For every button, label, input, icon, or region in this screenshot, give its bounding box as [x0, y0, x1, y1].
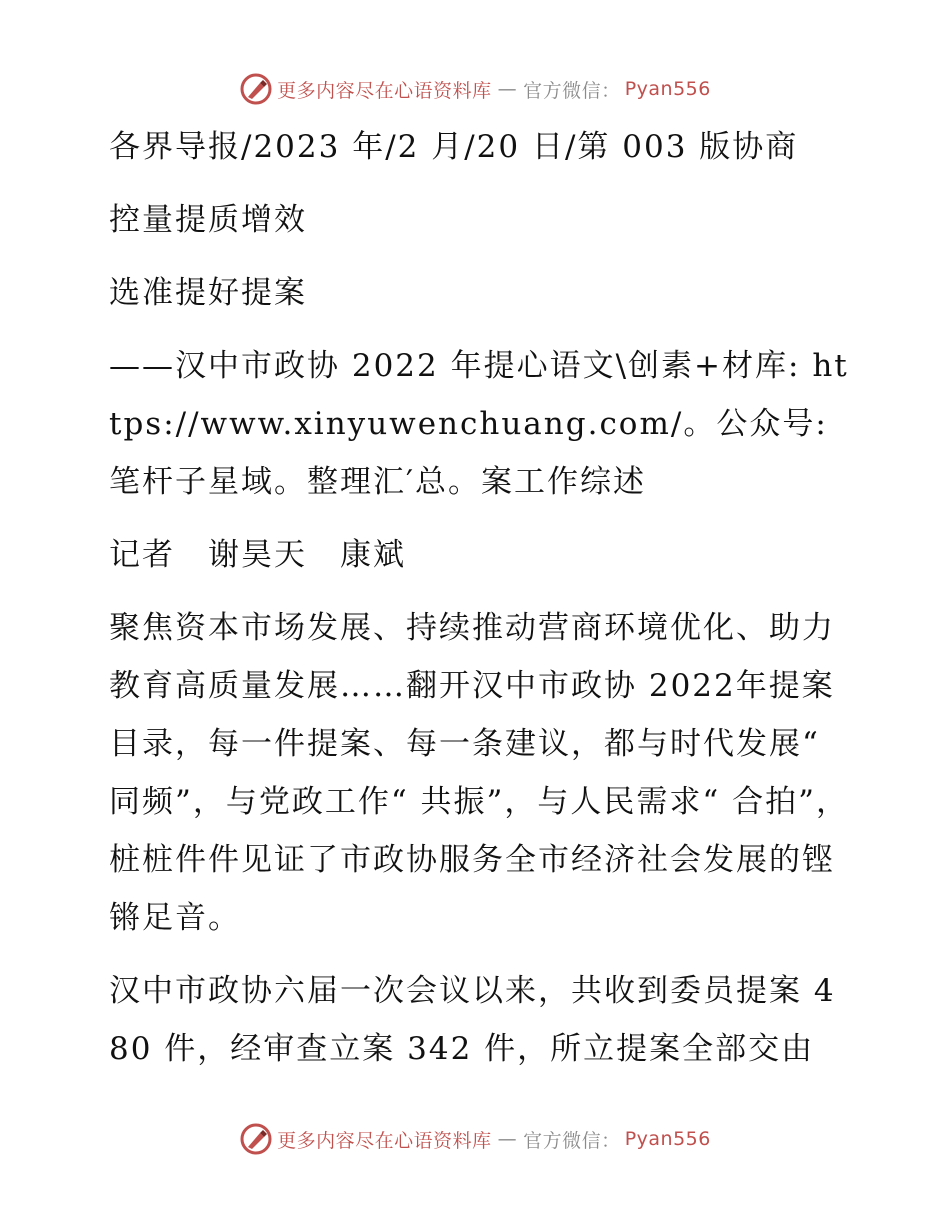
watermark-wechat-label: 官方微信： [523, 1129, 621, 1152]
watermark-dash: — [497, 78, 518, 100]
watermark-footer [0, 1122, 950, 1156]
byline: 记者 谢昊天 康斌 [109, 537, 406, 573]
watermark-text: 更多内容尽在心语资料库 [277, 1129, 492, 1152]
watermark-wechat-id: Pyan556 [624, 1128, 711, 1150]
header-line: 各界导报/2023 年/2 月/20 日/第 003 版协商 [109, 129, 799, 165]
pen-logo-icon [239, 72, 273, 106]
watermark-dash: — [497, 1128, 518, 1150]
title-line-1: 控量提质增效 [109, 202, 307, 238]
watermark-text: 更多内容尽在心语资料库 [277, 79, 492, 102]
subtitle: ——汉中市政协 2022 年提心语文\创素+材库: https://www.xinyuwenchuang.com/。公众号: 笔杆子星域。整理汇′总。案工作综述 [109, 348, 849, 500]
title-line-2: 选准提好提案 [109, 275, 307, 311]
pen-logo-icon [239, 1122, 273, 1156]
document-body [97, 118, 857, 1093]
watermark-wechat-label: 官方微信： [523, 79, 621, 102]
watermark-wechat-id: Pyan556 [624, 78, 711, 100]
paragraph-2: 汉中市政协六届一次会议以来，共收到委员提案 480 件，经审查立案 342 件，所立提案全部交由 [109, 973, 836, 1067]
watermark-header [0, 72, 950, 106]
paragraph-1: 聚焦资本市场发展、持续推动营商环境优化、助力教育高质量发展……翻开汉中市政协 2022年提案目录，每一件提案、每一条建议，都与时代发展“ 同频”，与党政工作“ 共振”，与人民需求“ 合拍”，桩桩件件见证了市政协服务全市经济社会发展的铿锵足音。 [109, 610, 849, 936]
